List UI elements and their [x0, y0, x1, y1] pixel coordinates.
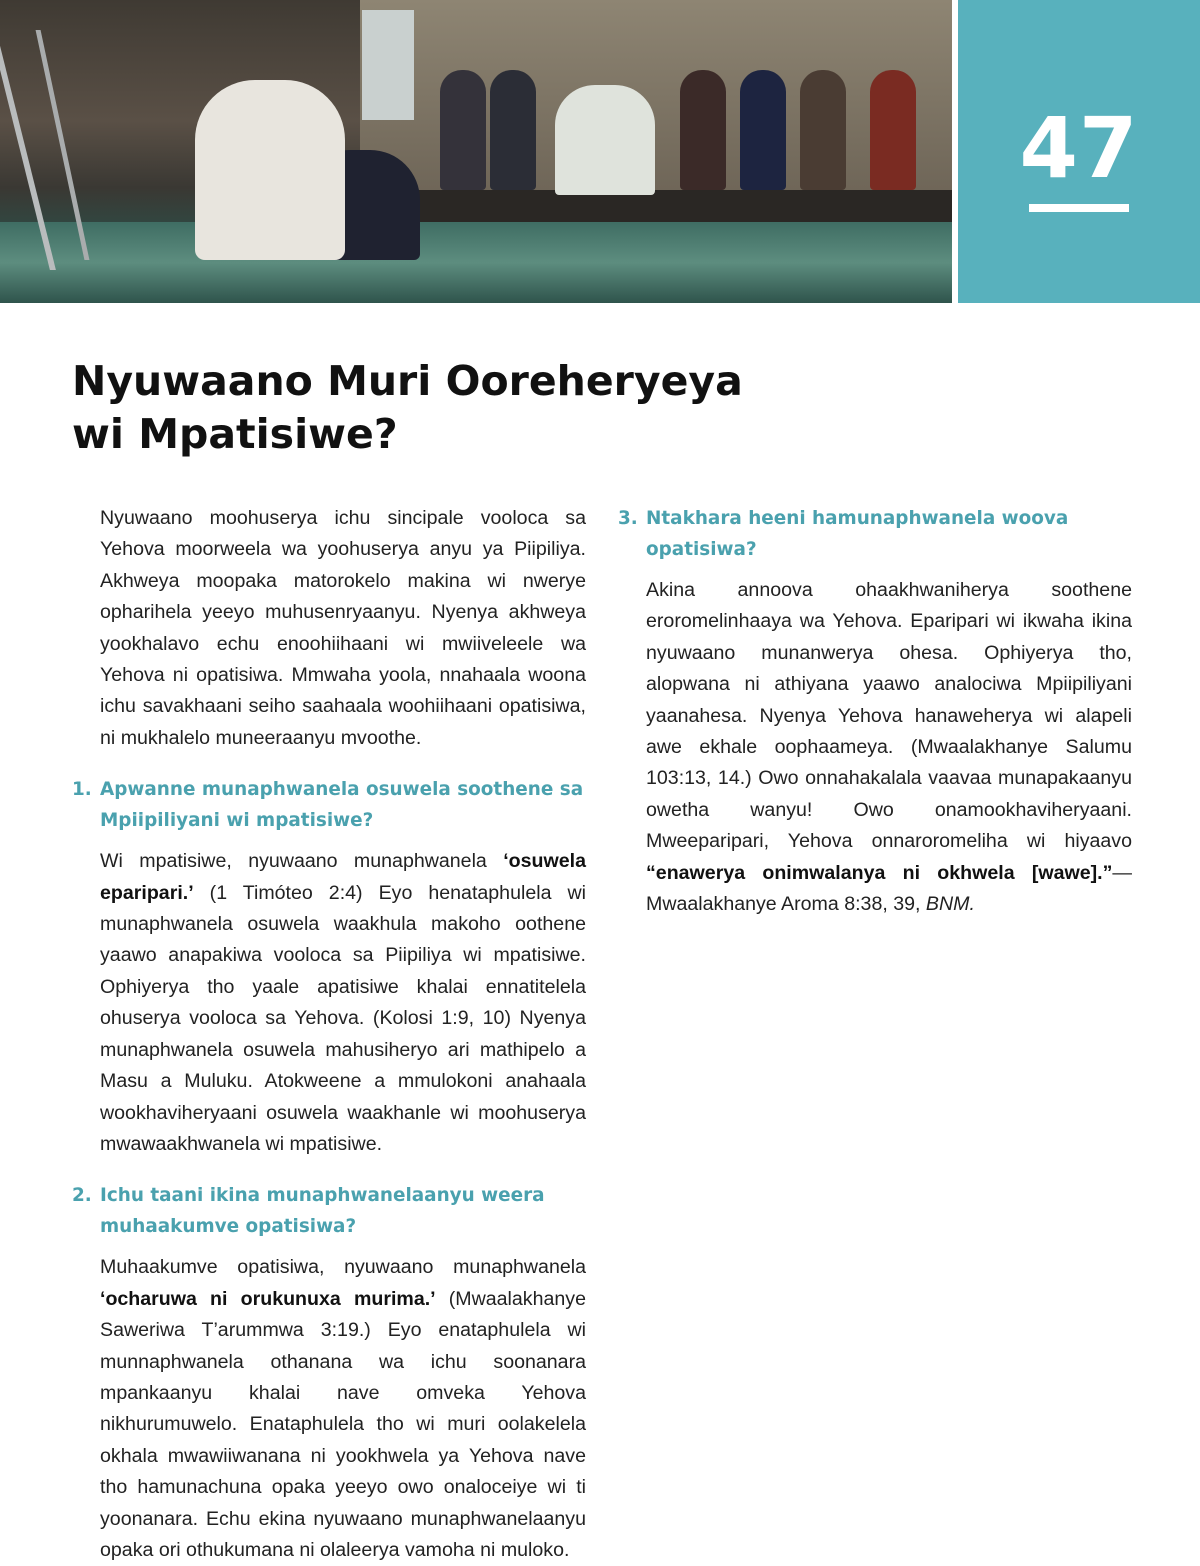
title-line-1: Nyuwaano Muri Ooreheryeya	[72, 357, 743, 405]
answer-text: Muhaakumve opatisiwa, nyuwaano munaphwanela	[100, 1256, 586, 1279]
lesson-number-underline	[1029, 204, 1129, 212]
baptism-photo	[0, 0, 952, 303]
left-column	[72, 503, 586, 1561]
question-number: 2.	[72, 1185, 92, 1207]
answer-quote: “enawerya onimwalanya ni okhwela [wawe].”	[646, 861, 1113, 884]
lesson-number-box	[958, 0, 1200, 303]
answer-text: —Mwaalakhanye Aroma 8:38, 39,	[646, 861, 1132, 916]
pool-ledge	[380, 190, 952, 222]
question-1-answer	[100, 846, 586, 1160]
intro-paragraph: Nyuwaano moohuserya ichu sincipale vooloca sa Yehova moorweela wa yoohuserya anyu ya Piipiliya. Akhweya moopaka matorokelo makina wi nwerye opharihela yeeyo muhusenryaanyu. Nyenya akhweya yookhalavo echu enoohiihaani wi mwiiveleele wa Yehova ni opatisiwa. Mmwaha yoola, nnahaala woona ichu savakhaani seiho saahaala woohiihaani opatisiwa, ni mukhalelo muneeraanyu mvoothe.	[100, 507, 586, 749]
photo-person	[440, 70, 486, 190]
photo-person	[740, 70, 786, 190]
question-2-answer	[100, 1252, 586, 1561]
photo-screen	[362, 10, 414, 120]
photo-person	[800, 70, 846, 190]
question-title: Apwanne munaphwanela osuwela soothene sa Mpiipiliyani wi mpatisiwe?	[100, 779, 584, 832]
photo-person	[870, 70, 916, 190]
question-number: 3.	[618, 508, 638, 529]
answer-text: Akina annoova ohaakhwaniherya soothene eroromelinhaaya wa Yehova. Eparipari wi ikwaha ikina nyuwaano munanwerya ohesa. Ophiyerya tho, alopwana ni athiyana yaawo analociwa Mpiipiliyani yaanahesa. Nyenya Yehova hanaweherya wi alapeli awe ekhale oophaameya. (Mwaalakhanye Salumu 103:13, 14.) Owo onnahakalala vaavaa munapakaanyu owetha wanyu! Owo onamookhaviheryaani. Mweeparipari, Yehova onnaroromeliha wi hiyaavo	[646, 579, 1132, 853]
question-3-answer	[646, 575, 1132, 920]
answer-text: Wi mpatisiwe, nyuwaano munaphwanela	[100, 850, 504, 873]
bible-version: BNM.	[925, 893, 975, 916]
photo-person	[680, 70, 726, 190]
question-title: Ichu taani ikina munaphwanelaanyu weera muhaakumve opatisiwa?	[100, 1185, 545, 1238]
lesson-number: 47	[1019, 99, 1139, 197]
answer-text: (1 Timóteo 2:4) Eyo henataphulela wi munaphwanela osuwela waakhula makoho oothene yaawo anapakiwa vooloca sa Piipiliya wi mpatisiwe. Ophiyerya tho yaale apatisiwe khalai ennatitelela ohuserya vooloca sa Yehova. (Kolosi 1:9, 10) Nyenya munaphwanela osuwela mahusiheryo ari mathipelo a Masu a Muluku. Atokweene a mmulokoni anahaala wookhaviheryaani osuwela waakhanle wi moohuserya mwawaakhwanela wi mpatisiwe.	[100, 881, 586, 1155]
answer-quote: ‘ocharuwa ni orukunuxa murima.’	[100, 1287, 436, 1310]
right-column	[618, 503, 1132, 920]
question-title: Ntakhara heeni hamunaphwanela woova opatisiwa?	[646, 508, 1069, 560]
answer-text: (Mwaalakhanye Saweriwa T’arummwa 3:19.) Eyo enataphulela wi munnaphwanela othanana wa ichu soonanara mpankaanyu khalai nave omveka Yehova nikhurumuwelo. Enataphulela tho wi muri oolakelela okhala mwawiiwanana ni yookhwela ya Yehova nave tho hamunachuna opaka yeeyo owo onaloceiye wi ti yoonanara. Echu ekina nyuwaano munaphwanelaanyu opaka ori othukumana ni olaleerya vamoha ni muloko.	[100, 1287, 586, 1561]
pool-water	[0, 222, 952, 303]
question-number: 1.	[72, 779, 92, 801]
photo-person	[195, 80, 345, 260]
answer-quote: ‘osuwela eparipari.’	[100, 850, 586, 904]
photo-person	[555, 85, 655, 195]
question-3-heading	[618, 503, 1132, 565]
question-2-heading	[72, 1180, 586, 1242]
question-1-heading	[72, 774, 586, 836]
photo-person	[490, 70, 536, 190]
title-line-2: wi Mpatisiwe?	[72, 410, 398, 458]
page-title	[72, 355, 852, 461]
